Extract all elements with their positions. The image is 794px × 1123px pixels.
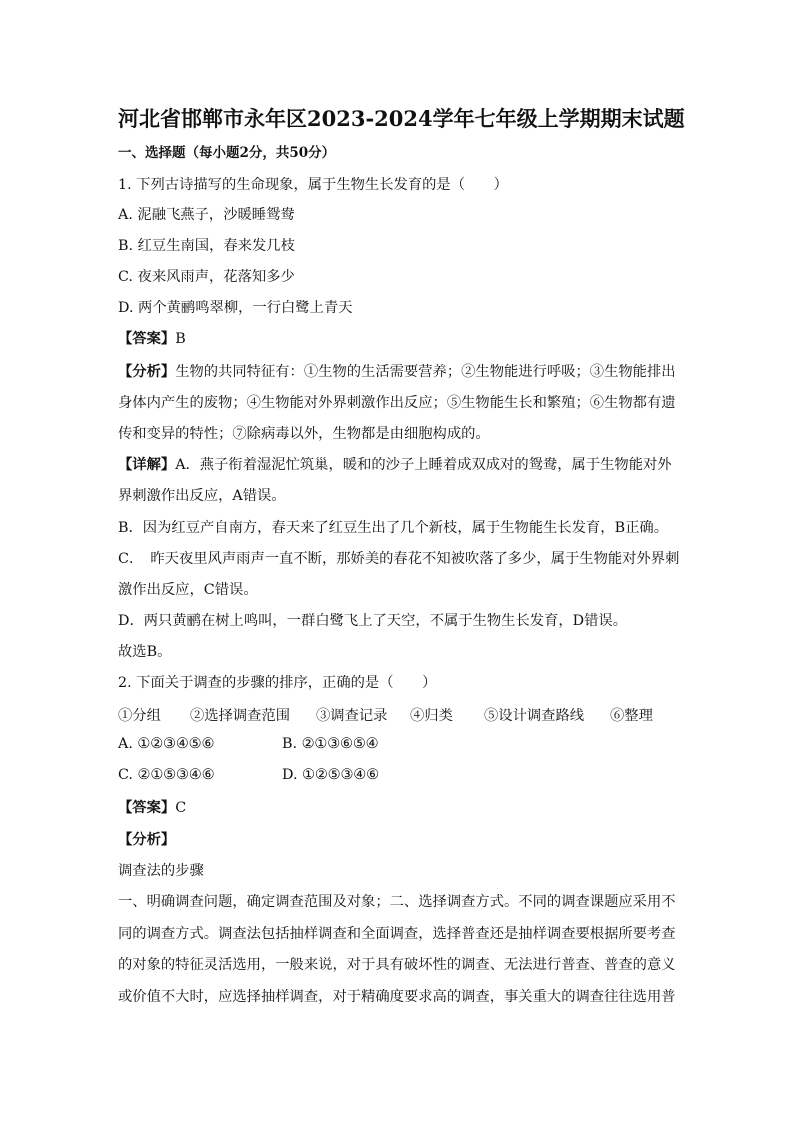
question-2-option-a: A. ①②③④⑤⑥ — [118, 736, 215, 752]
analysis-label: 【分析】 — [118, 364, 176, 380]
question-2-analysis-label: 【分析】 — [118, 832, 176, 848]
answer-label: 【答案】 — [118, 800, 176, 816]
question-1-answer — [118, 329, 186, 349]
question-2-options-row-2 — [118, 767, 518, 787]
question-1-analysis-line-3: 传和变异的特性；⑦除病毒以外，生物都是由细胞构成的。 — [118, 426, 490, 442]
question-1-analysis-line-2: 身体内产生的废物；④生物能对外界刺激作出反应；⑤生物能生长和繁殖；⑥生物都有遗 — [118, 395, 676, 411]
question-1-detail-line-1 — [118, 455, 672, 475]
analysis-text: 生物的共同特征有：①生物的生活需要营养；②生物能进行呼吸；③生物能排出 — [175, 364, 676, 380]
step-item: ④归类 — [410, 708, 453, 724]
question-2-option-d: D. ①②⑤③④⑥ — [282, 767, 379, 783]
section-heading: 一、选择题（每小题2分，共50分） — [118, 145, 336, 161]
body-line-4: 或价值不大时，应选择抽样调查，对于精确度要求高的调查，事关重大的调查往往选用普 — [118, 989, 676, 1005]
question-2-option-c: C. ②①⑤③④⑥ — [118, 767, 215, 783]
question-2-stem: 2. 下面关于调查的步骤的排序，正确的是（ ） — [118, 675, 437, 691]
question-1-detail-line-2: 界刺激作出反应，A错误。 — [118, 488, 286, 504]
question-1-analysis-line-1 — [118, 362, 676, 382]
step-item: ⑥整理 — [610, 708, 653, 724]
question-1-stem: 1. 下列古诗描写的生命现象，属于生物生长发育的是（ ） — [118, 177, 508, 193]
body-line-3: 的对象的特征灵活选用，一般来说，对于具有破坏性的调查、无法进行普查、普查的意义 — [118, 957, 676, 973]
question-2-answer — [118, 798, 186, 818]
body-line-2: 同的调查方式。调查法包括抽样调查和全面调查，选择普查还是抽样调查要根据所要考查 — [118, 926, 676, 942]
step-item: ③调查记录 — [316, 708, 388, 724]
question-1-option-c: C. 夜来风雨声，花落知多少 — [118, 269, 295, 285]
question-1-option-b: B. 红豆生南国，春来发几枝 — [118, 238, 295, 254]
question-1-detail-line-4: C． 昨天夜里风声雨声一直不断，那娇美的春花不知被吹落了多少，属于生物能对外界刺 — [118, 551, 680, 567]
page-title: 河北省邯郸市永年区2023-2024学年七年级上学期期末试题 — [118, 106, 685, 131]
answer-value: B — [175, 331, 186, 347]
question-1-conclusion: 故选B。 — [118, 644, 172, 660]
question-1-detail-line-6: D．两只黄鹂在树上鸣叫，一群白鹭飞上了天空，不属于生物生长发育，D错误。 — [118, 613, 628, 629]
method-heading: 调查法的步骤 — [118, 863, 204, 879]
answer-value: C — [175, 800, 187, 816]
question-2-option-b: B. ②①③⑥⑤④ — [282, 736, 379, 752]
question-2-steps — [118, 705, 678, 725]
detail-text: A．燕子衔着湿泥忙筑巢，暖和的沙子上睡着成双成对的鸳鸯，属于生物能对外 — [175, 457, 672, 473]
question-1-detail-line-5: 激作出反应，C错误。 — [118, 582, 258, 598]
step-item: ⑤设计调查路线 — [484, 708, 585, 724]
question-1-option-a: A. 泥融飞燕子，沙暖睡鸳鸯 — [118, 207, 295, 223]
step-item: ②选择调查范围 — [190, 708, 291, 724]
question-2-options-row-1 — [118, 736, 518, 756]
question-1-option-d: D. 两个黄鹂鸣翠柳，一行白鹭上青天 — [118, 300, 353, 316]
detail-label: 【详解】 — [118, 457, 176, 473]
answer-label: 【答案】 — [118, 331, 176, 347]
question-1-detail-line-3: B．因为红豆产自南方，春天来了红豆生出了几个新枝，属于生物能生长发育，B正确。 — [118, 520, 668, 536]
body-line-1: 一、明确调查问题，确定调查范围及对象；二、选择调查方式。不同的调查课题应采用不 — [118, 894, 676, 910]
step-item: ①分组 — [118, 708, 161, 724]
